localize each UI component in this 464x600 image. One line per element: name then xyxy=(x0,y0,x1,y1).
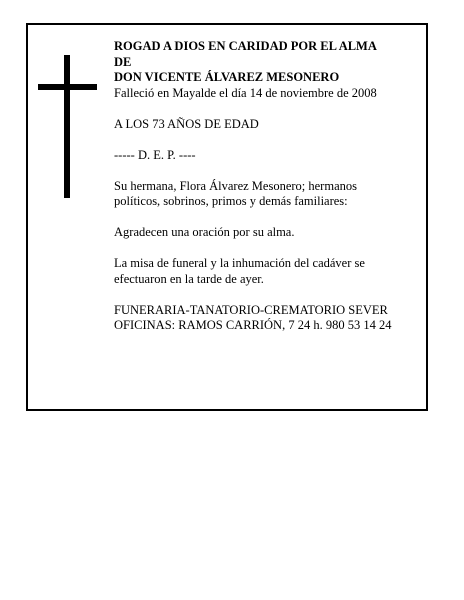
mass-line-1: La misa de funeral y la inhumación del cadáver se xyxy=(114,256,365,270)
age-line: A LOS 73 AÑOS DE EDAD xyxy=(114,116,259,131)
rip-line: ----- D. E. P. ---- xyxy=(114,147,196,162)
death-info: Falleció en Mayalde el día 14 de noviembre de 2008 xyxy=(114,85,377,100)
obituary-text xyxy=(114,39,424,334)
header-line-2: DE xyxy=(114,54,132,69)
deceased-name: DON VICENTE ÁLVAREZ MESONERO xyxy=(114,70,340,84)
offices-line: OFICINAS: RAMOS CARRIÓN, 7 24 h. 980 53 14 24 xyxy=(114,318,392,332)
gratitude-line: Agradecen una oración por su alma. xyxy=(114,225,295,239)
family-line-2: políticos, sobrinos, primos y demás familiares: xyxy=(114,194,348,208)
latin-cross-icon xyxy=(64,55,70,198)
mass-line-2: efectuaron en la tarde de ayer. xyxy=(114,271,264,286)
latin-cross-icon-bar xyxy=(38,84,97,90)
header-line-1: ROGAD A DIOS EN CARIDAD POR EL ALMA xyxy=(114,39,377,53)
funeral-home: FUNERARIA-TANATORIO-CREMATORIO SEVER xyxy=(114,302,388,317)
family-line-1: Su hermana, Flora Álvarez Mesonero; hermanos xyxy=(114,178,357,193)
